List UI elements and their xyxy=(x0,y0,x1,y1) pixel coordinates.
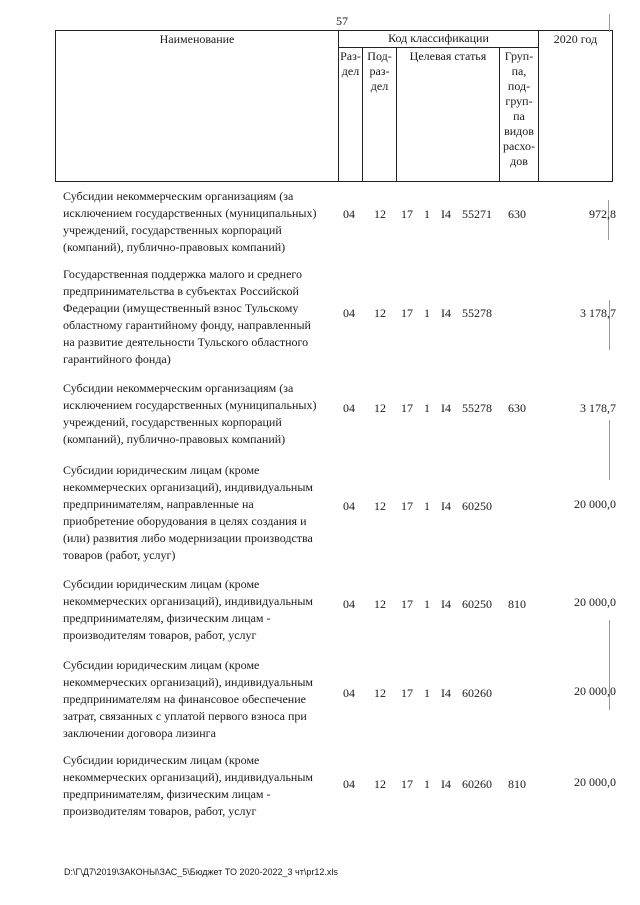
cell-target-3: I4 xyxy=(441,499,451,513)
cell-amount: 972,8 xyxy=(589,207,616,221)
cell-target-2: 1 xyxy=(424,499,430,513)
row-name: Субсидии юридическим лицам (кроме некоммерческих организаций), индивидуальным предпринимателям, направленные на приобретение оборудования в целях создания и (или) развития либо модернизации производства товаров (работ, услуг) xyxy=(63,463,313,562)
cell-target-1: 17 xyxy=(401,499,413,513)
cell-target-2: 1 xyxy=(424,401,430,415)
cell-target-1: 17 xyxy=(401,777,413,791)
row-name: Субсидии некоммерческим организациям (за исключением государственных (муниципальных) учреждений, государственных корпораций (компаний), публично-правовых компаний) xyxy=(63,381,317,446)
row-name: Субсидии юридическим лицам (кроме некоммерческих организаций), индивидуальным предпринимателям, физическим лицам - производителям товаров, работ, услуг xyxy=(63,577,313,642)
cell-amount: 20 000,0 xyxy=(574,497,616,511)
cell-razdel: 04 xyxy=(343,499,355,513)
row-name: Субсидии некоммерческим организациям (за исключением государственных (муниципальных) учреждений, государственных корпораций (компаний), публично-правовых компаний) xyxy=(63,189,317,254)
cell-target-1: 17 xyxy=(401,401,413,415)
column-header-target-article: Целевая статья xyxy=(409,49,487,63)
column-header-year: 2020 год xyxy=(553,32,598,46)
cell-target-3: I4 xyxy=(441,306,451,320)
cell-razdel: 04 xyxy=(343,207,355,221)
cell-razdel: 04 xyxy=(343,306,355,320)
cell-target-4: 55278 xyxy=(462,306,492,320)
cell-target-3: I4 xyxy=(441,597,451,611)
cell-amount: 3 178,7 xyxy=(580,401,616,415)
cell-vr: 630 xyxy=(508,401,526,415)
row-name: Субсидии юридическим лицам (кроме некоммерческих организаций), индивидуальным предпринимателям на финансовое обеспечение затрат, связанных с уплатой первого взноса при заключении договора лизинга xyxy=(63,658,313,740)
cell-target-4: 60260 xyxy=(462,686,492,700)
scan-mark xyxy=(609,14,610,32)
cell-target-2: 1 xyxy=(424,597,430,611)
cell-amount: 20 000,0 xyxy=(574,775,616,789)
cell-target-1: 17 xyxy=(401,207,413,221)
cell-target-3: I4 xyxy=(441,686,451,700)
cell-target-4: 60250 xyxy=(462,499,492,513)
cell-amount: 20 000,0 xyxy=(574,595,616,609)
cell-amount: 3 178,7 xyxy=(580,306,616,320)
file-path-footer: D:\Г\Д7\2019\ЗАКОНЫ\ЗАС_5\Бюджет ТО 2020-2022_3 чт\pr12.xls xyxy=(64,867,338,877)
cell-target-4: 55271 xyxy=(462,207,492,221)
scan-mark xyxy=(609,420,610,480)
cell-razdel: 04 xyxy=(343,401,355,415)
column-header-section: Раз- дел xyxy=(340,49,361,78)
cell-target-1: 17 xyxy=(401,686,413,700)
cell-amount: 20 000,0 xyxy=(574,684,616,698)
cell-target-3: I4 xyxy=(441,401,451,415)
cell-target-4: 60260 xyxy=(462,777,492,791)
cell-vr: 630 xyxy=(508,207,526,221)
column-header-name: Наименование xyxy=(159,32,235,46)
cell-podrazdel: 12 xyxy=(374,207,386,221)
column-header-expense-group: Груп- па, под- груп- па видов расхо- дов xyxy=(502,49,536,168)
page-number: 57 xyxy=(336,14,348,28)
cell-podrazdel: 12 xyxy=(374,306,386,320)
cell-target-2: 1 xyxy=(424,207,430,221)
cell-razdel: 04 xyxy=(343,686,355,700)
cell-target-2: 1 xyxy=(424,777,430,791)
cell-target-2: 1 xyxy=(424,306,430,320)
cell-podrazdel: 12 xyxy=(374,686,386,700)
cell-razdel: 04 xyxy=(343,777,355,791)
cell-podrazdel: 12 xyxy=(374,597,386,611)
cell-podrazdel: 12 xyxy=(374,499,386,513)
cell-vr: 810 xyxy=(508,597,526,611)
cell-podrazdel: 12 xyxy=(374,401,386,415)
column-header-subsection: Под- раз- дел xyxy=(367,49,392,93)
cell-target-1: 17 xyxy=(401,306,413,320)
cell-target-3: I4 xyxy=(441,207,451,221)
row-name: Субсидии юридическим лицам (кроме некоммерческих организаций), индивидуальным предпринимателям, физическим лицам - производителям товаров, работ, услуг xyxy=(63,753,313,818)
row-name: Государственная поддержка малого и среднего предпринимательства в субъектах Российской Федерации (имущественный взнос Тульскому областному гарантийному фонду, направленный на развитие деятельности Тульского областного гарантийного фонда) xyxy=(63,267,311,366)
cell-target-4: 55278 xyxy=(462,401,492,415)
cell-target-4: 60250 xyxy=(462,597,492,611)
cell-vr: 810 xyxy=(508,777,526,791)
cell-target-2: 1 xyxy=(424,686,430,700)
column-header-classification: Код классификации xyxy=(388,31,489,45)
cell-target-1: 17 xyxy=(401,597,413,611)
cell-target-3: I4 xyxy=(441,777,451,791)
cell-razdel: 04 xyxy=(343,597,355,611)
cell-podrazdel: 12 xyxy=(374,777,386,791)
